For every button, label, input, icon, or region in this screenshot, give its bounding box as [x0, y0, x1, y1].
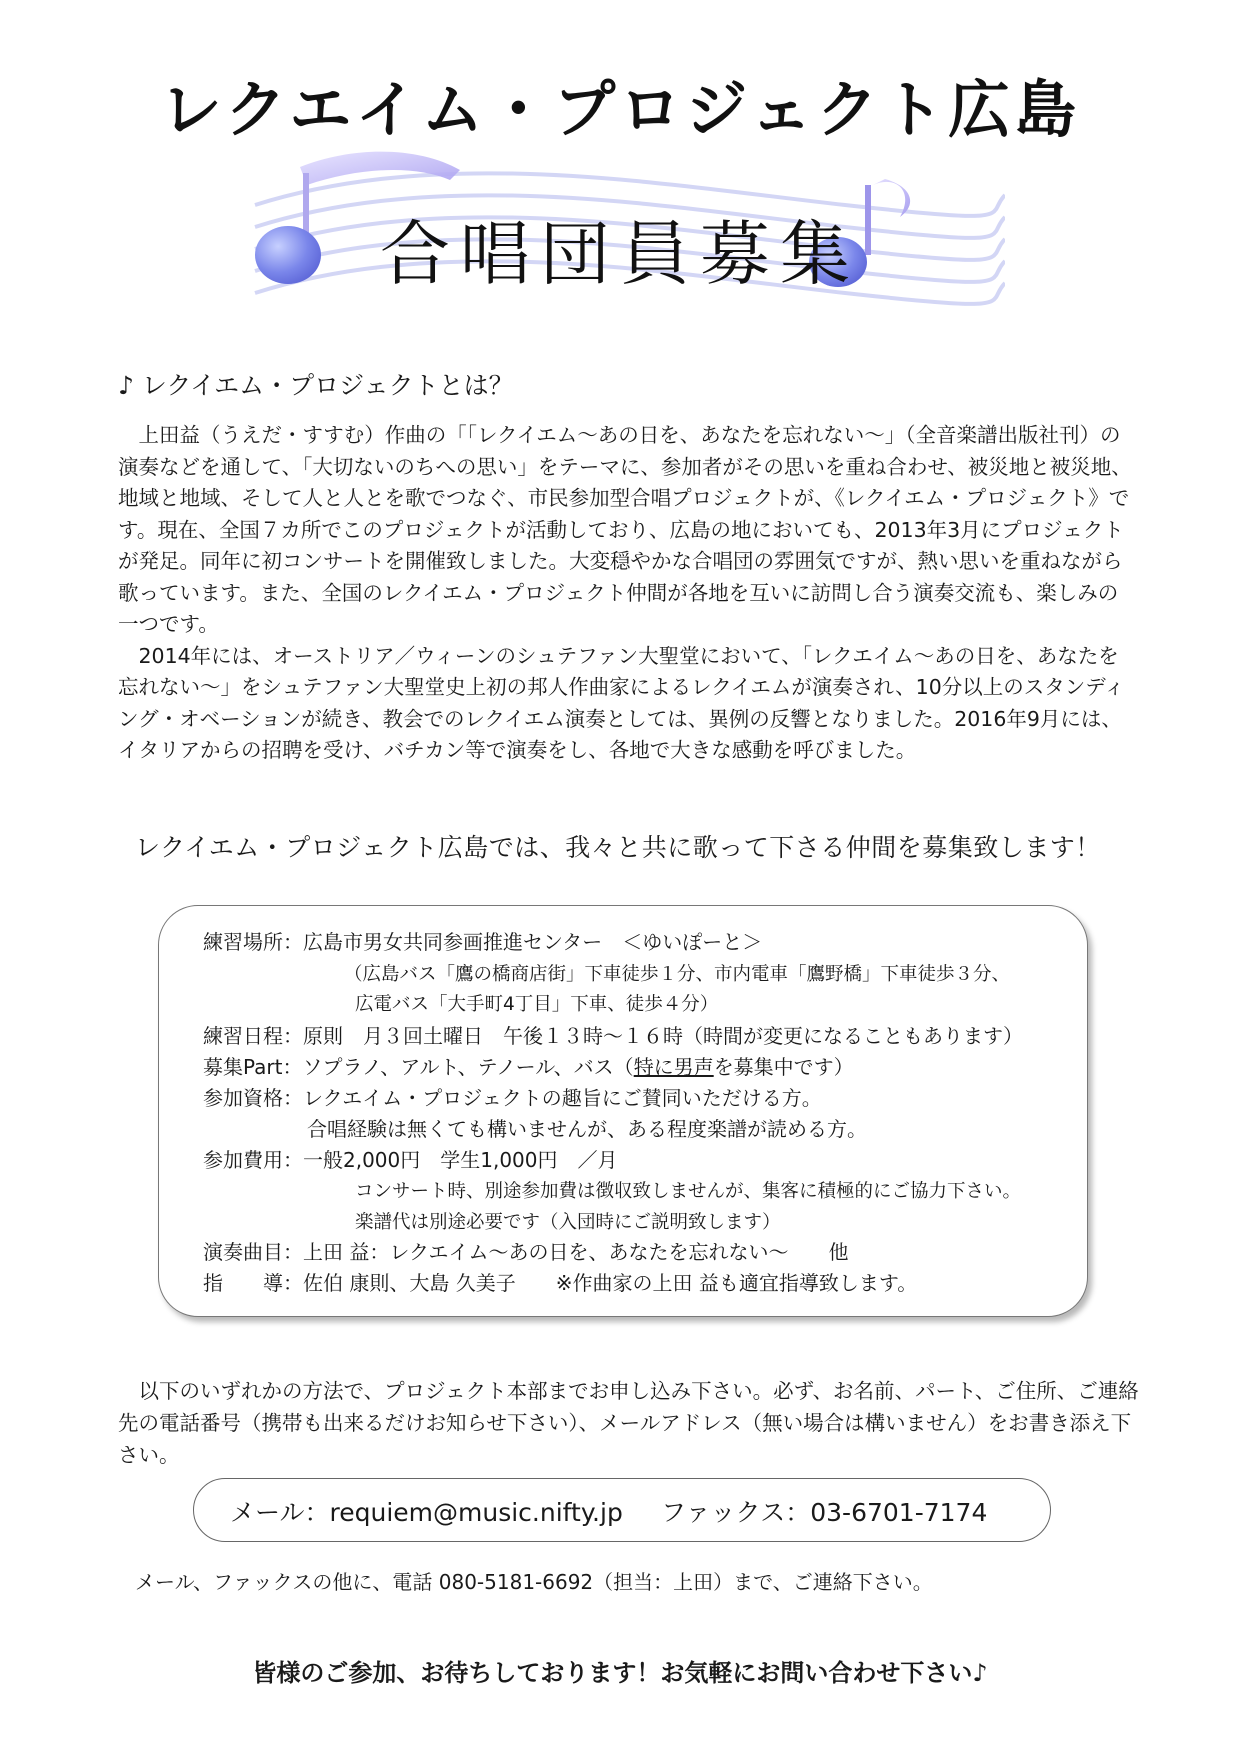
contact-email[interactable]: メール：requiem@music.nifty.jp [230, 1498, 623, 1527]
detail-parts-prefix: 募集Part：ソプラノ、アルト、テノール、バス（ [203, 1055, 634, 1079]
detail-venue: 練習場所：広島市男女共同参画推進センター ＜ゆいぽーと＞ [203, 930, 763, 954]
apply-instructions: 以下のいずれかの方法で、プロジェクト本部までお申し込み下さい。必ず、お名前、パート、ご住所、ご連絡先の電話番号（携帯も出来るだけお知らせ下さい）、メールアドレス（無い場合は構いません）をお書き添え下さい。 [118, 1379, 1139, 1467]
detail-qualification-1: 参加資格：レクエイム・プロジェクトの趣旨にご賛同いただける方。 [203, 1086, 822, 1110]
page-title: レクエイム・プロジェクト広島 [159, 73, 1081, 146]
contact-fax: ファックス：03-6701-7174 [661, 1498, 988, 1527]
detail-fee: 参加費用：一般2,000円 学生1,000円 ／月 [203, 1148, 618, 1172]
detail-fee-note-1: コンサート時、別途参加費は徴収致しませんが、集客に積極的にご協力下さい。 [355, 1181, 1022, 1202]
recruit-lead: レクイエム・プロジェクト広島では、我々と共に歌って下さる仲間を募集致します！ [135, 833, 1101, 862]
detail-schedule: 練習日程：原則 月３回土曜日 午後１３時〜１６時（時間が変更になることもあります） [203, 1024, 1023, 1048]
detail-songs: 演奏曲目：上田 益：レクエイム〜あの日を、あなたを忘れない〜 他 [203, 1240, 849, 1264]
detail-fee-note-2: 楽譜代は別途必要です（入団時にご説明致します） [355, 1212, 781, 1233]
intro-text [118, 420, 1138, 767]
detail-parts-suffix: を募集中です） [713, 1055, 854, 1079]
details-box [158, 905, 1088, 1317]
section-heading: ♪ レクイエム・プロジェクトとは？ [118, 371, 514, 400]
intro-paragraph-1: 上田益（うえだ・すすむ）作曲の「「レクイエム〜あの日を、あなたを忘れない〜」（全音楽譜出版社刊）の演奏などを通して、「大切ないのちへの思い」をテーマに、参加者がその思いを重ね合わせ、被災地と被災地、地域と地域、そして人と人とを歌でつなぐ、市民参加型合唱プロジェクトが、《レクイエム・プロジェクト》です。現在、全国７カ所でこのプロジェクトが活動しており、広島の地においても、2013年3月にプロジェクトが発足。同年に初コンサートを開催致しました。大変穏やかな合唱団の雰囲気ですが、熱い思いを重ねながら歌っています。また、全国のレクイエム・プロジェクト仲間が各地を互いに訪問し合う演奏交流も、楽しみの一つです。 [118, 423, 1132, 636]
intro-paragraph-2: 2014年には、オーストリア／ウィーンのシュテファン大聖堂において、「レクエイム〜あの日を、あなたを忘れない〜」をシュテファン大聖堂史上初の邦人作曲家によるレクイエムが演奏され、10分以上のスタンディング・オベーションが続き、教会でのレクイエム演奏としては、異例の反響となりました。2016年9月には、イタリアからの招聘を受け、バチカン等で演奏をし、各地で大きな感動を呼びました。 [118, 643, 1125, 762]
contact-box [193, 1478, 1051, 1542]
closing-message: 皆様のご参加、お待ちしております！お気軽にお問い合わせ下さい♪ [252, 1659, 988, 1687]
detail-access-2: 広電バス「大手町4丁目」下車、徒歩４分） [355, 994, 719, 1015]
detail-parts [203, 1051, 854, 1080]
detail-parts-emphasis: 特に男声 [633, 1055, 714, 1079]
detail-access-1: （広島バス「鷹の橋商店街」下車徒歩１分、市内電車「鷹野橋」下車徒歩３分、 [344, 964, 1011, 985]
recruit-subtitle: 合唱団員募集 [380, 213, 860, 295]
detail-qualification-2: 合唱経験は無くても構いませんが、ある程度楽譜が読める方。 [307, 1117, 867, 1141]
detail-conductor: 指 導：佐伯 康則、大島 久美子 ※作曲家の上田 益も適宜指導致します。 [203, 1271, 918, 1295]
phone-note: メール、ファックスの他に、電話 080-5181-6692（担当：上田）まで、ご連絡下さい。 [135, 1570, 933, 1594]
